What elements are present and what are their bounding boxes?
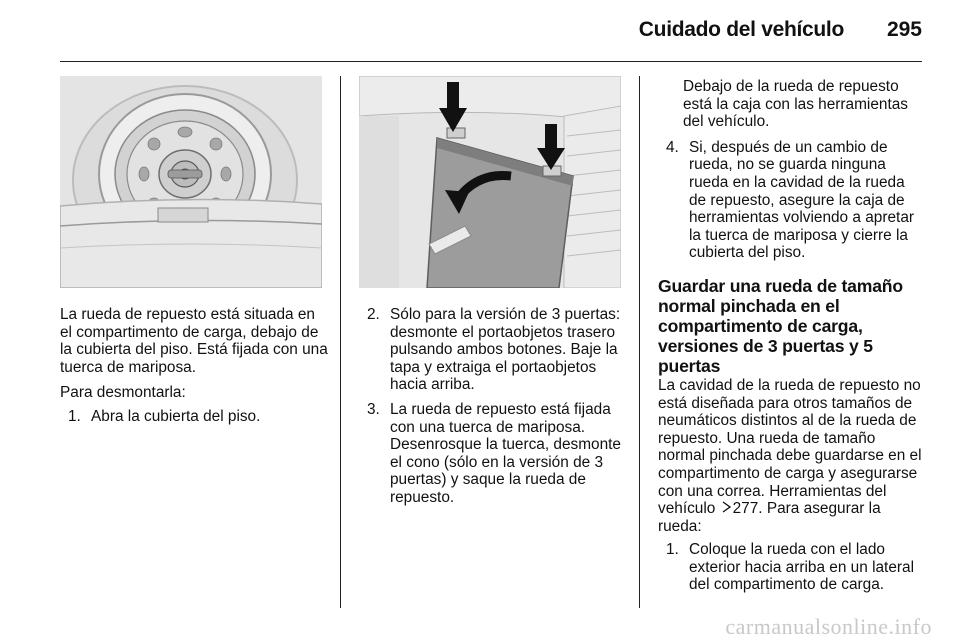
page-number: 295 bbox=[886, 18, 922, 41]
section-heading: Guardar una rueda de tamaño normal pinchada en el compartimento de carga, versiones de 3 puertas y 5 puertas bbox=[658, 275, 903, 376]
column-1 bbox=[60, 306, 328, 433]
steps-list-3 bbox=[658, 139, 924, 262]
list-item bbox=[68, 408, 328, 426]
watermark: carmanualsonline.info bbox=[725, 614, 932, 639]
section-paragraph bbox=[658, 377, 924, 535]
list-item bbox=[367, 401, 625, 507]
page-reference-link[interactable]: 277 bbox=[732, 500, 759, 518]
column-divider-1 bbox=[340, 76, 341, 608]
column-2 bbox=[359, 306, 625, 514]
steps-list-1 bbox=[60, 408, 328, 426]
step-number: 4. bbox=[666, 138, 679, 156]
section-paragraph-tail: . Para asegurar la rueda: bbox=[658, 500, 881, 535]
page-reference-icon bbox=[722, 500, 731, 518]
step-text: Sólo para la versión de 3 puertas: desmonte el portaobjetos trasero pulsando ambos botones. Baje la tapa y extraiga el portaobjetos hacia arriba. bbox=[390, 306, 621, 394]
step-number: 1. bbox=[68, 407, 81, 425]
list-item bbox=[367, 306, 625, 394]
list-item bbox=[666, 139, 924, 262]
storage-compartment-illustration bbox=[359, 76, 621, 288]
step-text: Coloque la rueda con el lado exterior hacia arriba en un lateral del compartimento de carga. bbox=[689, 541, 914, 594]
list-item bbox=[666, 541, 924, 594]
step-text: Si, después de un cambio de rueda, no se guarda ninguna rueda en la cavidad de la rueda de repuesto, asegure la caja de herramientas volviendo a apretar la tuerca de mariposa y cierre la cubierta del piso. bbox=[689, 138, 914, 262]
continuation-paragraph: Debajo de la rueda de repuesto está la caja con las herramientas del vehículo. bbox=[683, 78, 908, 131]
spare-wheel-illustration bbox=[60, 76, 322, 288]
intro-paragraph: La rueda de repuesto está situada en el compartimento de carga, debajo de la cubierta del piso. Está fijada con una tuerca de mariposa. bbox=[60, 306, 328, 376]
column-3 bbox=[658, 78, 924, 601]
header-rule bbox=[60, 61, 922, 62]
step-number: 2. bbox=[367, 306, 380, 323]
column-divider-2 bbox=[639, 76, 640, 608]
steps-list-4 bbox=[658, 541, 924, 594]
steps-list-2 bbox=[359, 306, 625, 507]
step-number: 3. bbox=[367, 400, 380, 418]
step-number: 1. bbox=[666, 541, 679, 559]
section-paragraph-text: La cavidad de la rueda de repuesto no está diseñada para otros tamaños de neumáticos distintos al de la rueda de repuesto. Una rueda de tamaño normal pinchada debe guardarse en el compartimento de carga y asegurarse con una correa. Herramientas del vehículo bbox=[658, 376, 922, 518]
step-text: Abra la cubierta del piso. bbox=[91, 407, 261, 425]
lead-paragraph: Para desmontarla: bbox=[60, 384, 186, 402]
step-text: La rueda de repuesto está fijada con una tuerca de mariposa. Desenrosque la tuerca, desmonte el cono (sólo en la versión de 3 puertas) y saque la rueda de repuesto. bbox=[390, 400, 621, 506]
page-header-title: Cuidado del vehículo bbox=[638, 18, 844, 41]
